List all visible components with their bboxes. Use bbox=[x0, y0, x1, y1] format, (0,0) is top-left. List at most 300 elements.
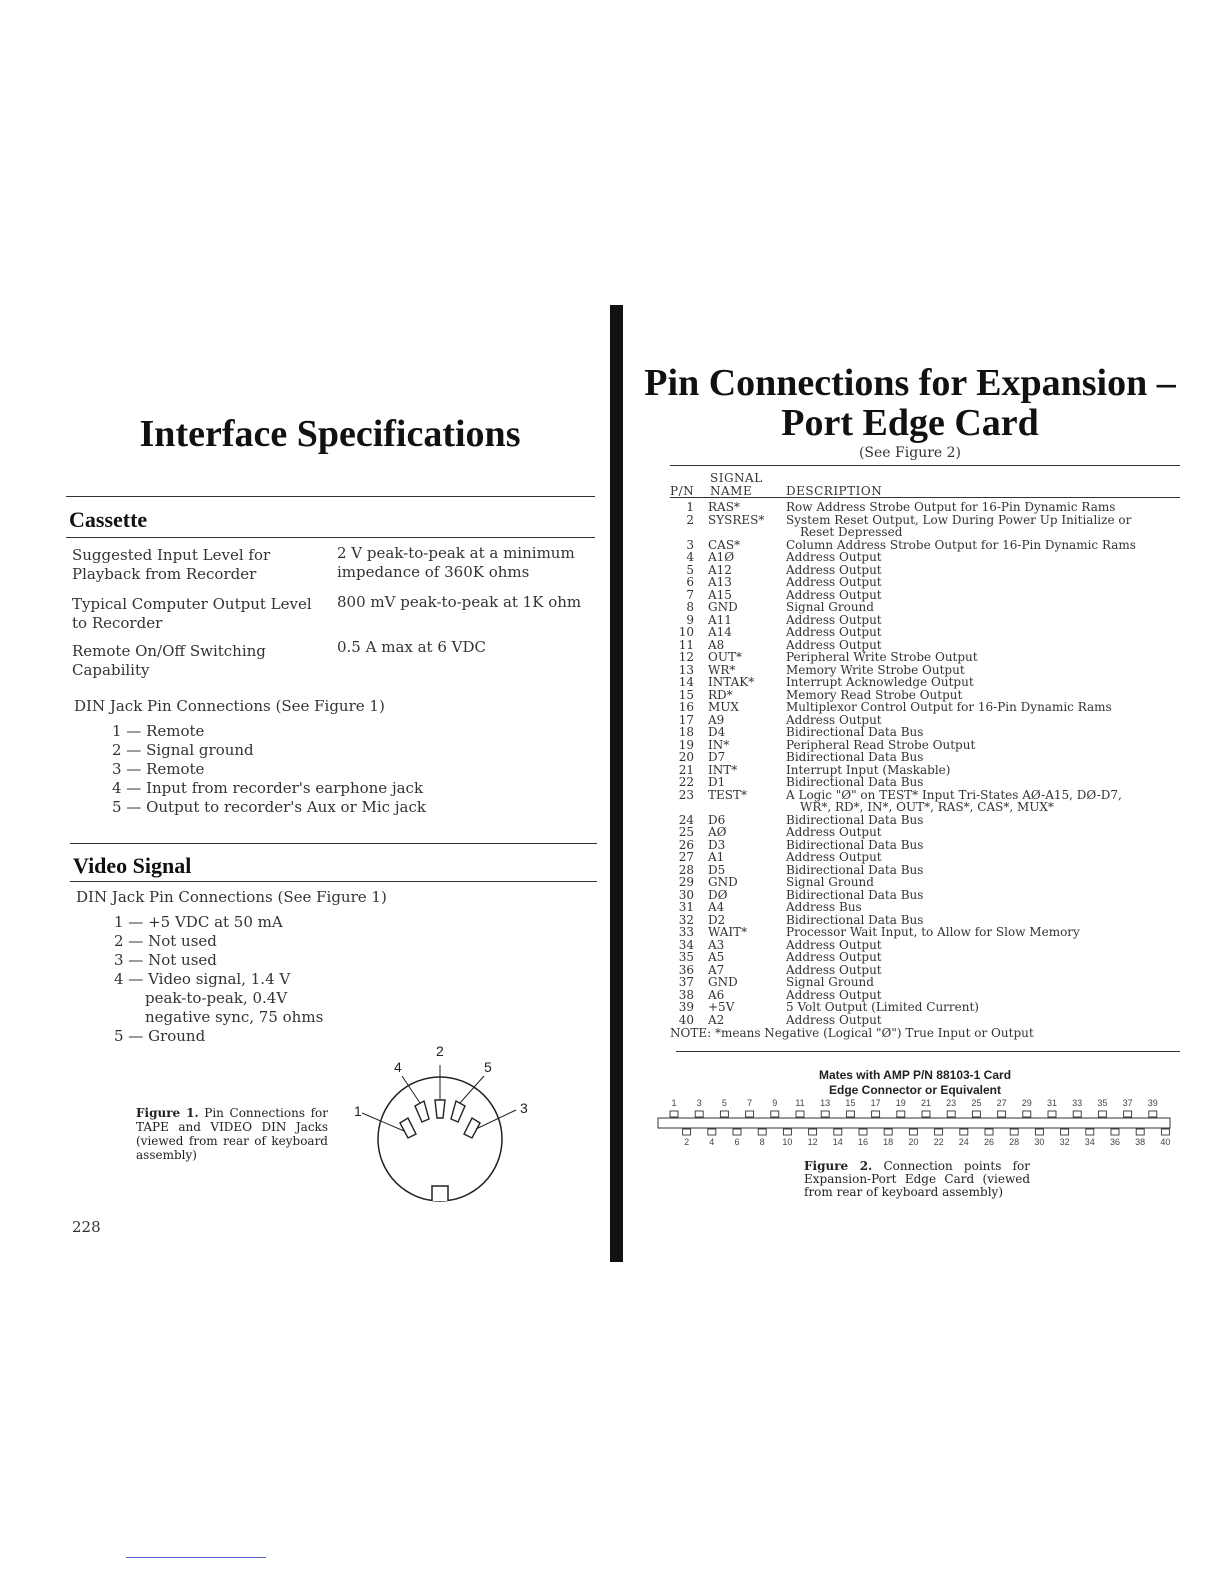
edge-pin-number-bottom: 40 bbox=[1160, 1137, 1171, 1147]
table-row-continuation bbox=[670, 801, 1180, 814]
signal-description: Bidirectional Data Bus bbox=[786, 775, 924, 789]
signal-description: Signal Ground bbox=[786, 600, 874, 614]
table-row bbox=[670, 1014, 1180, 1027]
pin-number: 8 bbox=[686, 600, 694, 614]
spec-label: Remote On/Off Switching Capability bbox=[72, 642, 266, 679]
table-row bbox=[670, 751, 1180, 764]
figure-label: Figure 1. bbox=[136, 1106, 199, 1120]
mates-with-note bbox=[780, 1068, 1050, 1098]
edge-connector-figure bbox=[654, 1098, 1174, 1150]
din-jack-heading: DIN Jack Pin Connections (See Figure 1) bbox=[76, 888, 387, 906]
table-row bbox=[670, 889, 1180, 902]
signal-name: A8 bbox=[708, 637, 725, 652]
spec-value: 0.5 A max at 6 VDC bbox=[337, 638, 487, 656]
edge-pin-number-bottom: 14 bbox=[832, 1137, 843, 1147]
divider bbox=[66, 496, 595, 497]
edge-pin-number-top: 29 bbox=[1021, 1098, 1032, 1108]
divider bbox=[66, 537, 595, 538]
signal-name: OUT* bbox=[708, 650, 742, 664]
divider bbox=[676, 1051, 1180, 1052]
edge-contact-top bbox=[771, 1111, 779, 1117]
table-row bbox=[670, 814, 1180, 827]
pin-number: 33 bbox=[678, 925, 694, 939]
signal-description: Address Output bbox=[786, 625, 882, 639]
book-spine bbox=[610, 305, 623, 1262]
bottom-rule bbox=[126, 1557, 266, 1558]
edge-pin-number-top: 15 bbox=[845, 1098, 856, 1108]
edge-pin-number-bottom: 36 bbox=[1109, 1137, 1120, 1147]
spec-label: Suggested Input Level for Playback from Recorder bbox=[72, 546, 271, 583]
edge-contact-top bbox=[695, 1111, 703, 1117]
signal-name: GND bbox=[708, 875, 738, 889]
signal-description: Address Bus bbox=[786, 900, 862, 914]
signal-description: Address Output bbox=[786, 987, 882, 1002]
pin-number: 13 bbox=[678, 662, 694, 677]
pin-number: 14 bbox=[678, 675, 694, 689]
pin-number: 17 bbox=[678, 712, 694, 727]
edge-contact-bottom bbox=[683, 1129, 691, 1135]
subtitle: (See Figure 2) bbox=[858, 445, 962, 461]
edge-contact-top bbox=[872, 1111, 880, 1117]
signal-description: Bidirectional Data Bus bbox=[786, 750, 924, 764]
table-row bbox=[670, 964, 1180, 977]
signal-description: Column Address Strobe Output for 16-Pin Dynamic Rams bbox=[786, 537, 1136, 552]
pin-number: 3 bbox=[686, 537, 694, 552]
edge-pin-number-top: 17 bbox=[870, 1098, 881, 1108]
table-row bbox=[670, 764, 1180, 777]
signal-description: Bidirectional Data Bus bbox=[786, 812, 924, 827]
table-row bbox=[670, 876, 1180, 889]
pin-number: 1 bbox=[686, 500, 694, 514]
list-item: 2 — Not used bbox=[114, 932, 217, 950]
pin-number: 20 bbox=[678, 750, 694, 764]
signal-name: A15 bbox=[708, 587, 732, 602]
table-row bbox=[670, 901, 1180, 914]
header-signal: NAME bbox=[710, 484, 753, 498]
title-line: Port Edge Card bbox=[781, 402, 1039, 444]
edge-contact-top bbox=[947, 1111, 955, 1117]
signal-description: Signal Ground bbox=[786, 875, 874, 889]
edge-pin-number-bottom: 16 bbox=[857, 1137, 868, 1147]
edge-pin-number-top: 21 bbox=[920, 1098, 931, 1108]
signal-name: SYSRES* bbox=[708, 512, 765, 527]
edge-pin-number-top: 13 bbox=[820, 1098, 831, 1108]
signal-name: A12 bbox=[708, 562, 732, 577]
pin-number: 27 bbox=[678, 850, 694, 864]
edge-pin-number-top: 37 bbox=[1122, 1098, 1133, 1108]
edge-pin-number-bottom: 8 bbox=[759, 1137, 765, 1147]
signal-name: INT* bbox=[708, 762, 738, 777]
pin-number: 34 bbox=[678, 937, 694, 952]
table-row bbox=[670, 651, 1180, 664]
list-item: 3 — Remote bbox=[112, 760, 205, 778]
signal-description: A Logic "Ø" on TEST* Input Tri-States AØ-A15, DØ-D7, bbox=[786, 787, 1122, 802]
edge-pin-number-bottom: 10 bbox=[782, 1137, 793, 1147]
edge-contact-bottom bbox=[783, 1129, 791, 1135]
video-pin-list bbox=[114, 913, 323, 1046]
table-row bbox=[670, 826, 1180, 839]
edge-contact-top bbox=[1073, 1111, 1081, 1117]
table-row bbox=[670, 589, 1180, 602]
signal-name: A1 bbox=[708, 850, 725, 864]
table-row bbox=[670, 514, 1180, 527]
pin-number: 35 bbox=[678, 950, 694, 964]
signal-name: AØ bbox=[708, 825, 727, 839]
table-body bbox=[670, 501, 1180, 1026]
table-row bbox=[670, 839, 1180, 852]
pin-number: 25 bbox=[678, 825, 694, 839]
list-item: peak-to-peak, 0.4V bbox=[145, 989, 288, 1007]
edge-pin-number-top: 5 bbox=[721, 1098, 727, 1108]
signal-description: Address Output bbox=[786, 1012, 882, 1027]
signal-description: Memory Read Strobe Output bbox=[786, 687, 963, 702]
signal-name: A1Ø bbox=[708, 550, 735, 564]
edge-contact-bottom bbox=[1086, 1129, 1094, 1135]
table-row bbox=[670, 701, 1180, 714]
header-description: DESCRIPTION bbox=[786, 484, 883, 498]
edge-contact-top bbox=[1149, 1111, 1157, 1117]
page-title-pin-connections bbox=[636, 363, 1184, 443]
pin-number: 21 bbox=[678, 762, 694, 777]
edge-contact-top bbox=[998, 1111, 1006, 1117]
signal-name: A6 bbox=[708, 987, 725, 1002]
pin-number: 40 bbox=[678, 1012, 694, 1027]
signal-description: Address Output bbox=[786, 587, 882, 602]
pin-number: 32 bbox=[678, 912, 694, 927]
signal-name: INTAK* bbox=[708, 675, 755, 689]
signal-description: Bidirectional Data Bus bbox=[786, 837, 924, 852]
edge-contact-top bbox=[1048, 1111, 1056, 1117]
signal-description-cont: WR*, RD*, IN*, OUT*, RAS*, CAS*, MUX* bbox=[800, 800, 1054, 814]
edge-pin-number-bottom: 32 bbox=[1059, 1137, 1070, 1147]
pin-number: 18 bbox=[678, 725, 694, 739]
edge-contact-bottom bbox=[1111, 1129, 1119, 1135]
pin-number: 6 bbox=[686, 575, 694, 589]
din-jack-figure bbox=[340, 1036, 540, 1216]
signal-description: 5 Volt Output (Limited Current) bbox=[786, 1000, 979, 1014]
edge-pin-number-top: 3 bbox=[696, 1098, 702, 1108]
signal-description: Signal Ground bbox=[786, 975, 874, 989]
edge-pin-number-top: 27 bbox=[996, 1098, 1007, 1108]
list-item: 3 — Not used bbox=[114, 951, 217, 969]
edge-contact-top bbox=[1124, 1111, 1132, 1117]
signal-description: Address Output bbox=[786, 950, 882, 964]
edge-pin-number-top: 25 bbox=[971, 1098, 982, 1108]
signal-name: A2 bbox=[708, 1012, 725, 1027]
signal-description: Memory Write Strobe Output bbox=[786, 662, 965, 677]
edge-contact-top bbox=[720, 1111, 728, 1117]
pin-label: 3 bbox=[520, 1100, 528, 1116]
edge-contact-bottom bbox=[834, 1129, 842, 1135]
signal-name: WR* bbox=[708, 662, 736, 677]
edge-contact-bottom bbox=[859, 1129, 867, 1135]
signal-name: A5 bbox=[708, 950, 725, 964]
edge-contact-top bbox=[796, 1111, 804, 1117]
caption-text: Connection points for Expansion-Port Edge Card (viewed from rear of keyboard assembly) bbox=[804, 1159, 1030, 1199]
edge-contact-bottom bbox=[985, 1129, 993, 1135]
spec-label: Typical Computer Output Level to Recorder bbox=[72, 595, 312, 632]
signal-name: DØ bbox=[708, 887, 728, 902]
signal-name: +5V bbox=[708, 1000, 735, 1014]
signal-description: Address Output bbox=[786, 637, 882, 652]
edge-contact-top bbox=[1098, 1111, 1106, 1117]
pin-number: 39 bbox=[678, 1000, 694, 1014]
edge-pin-number-top: 7 bbox=[747, 1098, 753, 1108]
signal-description: Peripheral Write Strobe Output bbox=[786, 650, 978, 664]
edge-contact-top bbox=[821, 1111, 829, 1117]
edge-pin-number-bottom: 22 bbox=[933, 1137, 944, 1147]
edge-pin-number-top: 31 bbox=[1046, 1098, 1057, 1108]
edge-contact-bottom bbox=[1035, 1129, 1043, 1135]
page-number: 228 bbox=[72, 1218, 101, 1236]
edge-contact-bottom bbox=[1010, 1129, 1018, 1135]
table-row bbox=[670, 576, 1180, 589]
signal-name: GND bbox=[708, 975, 738, 989]
pin-number: 4 bbox=[686, 550, 694, 564]
edge-pin-number-top: 19 bbox=[895, 1098, 906, 1108]
pin-number: 23 bbox=[678, 787, 694, 802]
signal-description: Processor Wait Input, to Allow for Slow Memory bbox=[786, 925, 1080, 939]
signal-description: Address Output bbox=[786, 562, 882, 577]
signal-name: D7 bbox=[708, 750, 726, 764]
signal-description: Interrupt Input (Maskable) bbox=[786, 762, 951, 777]
table-row bbox=[670, 739, 1180, 752]
video-signal-heading: Video Signal bbox=[73, 853, 192, 878]
edge-contact-bottom bbox=[884, 1129, 892, 1135]
pin-number: 16 bbox=[678, 700, 694, 714]
table-row bbox=[670, 726, 1180, 739]
table-row bbox=[670, 776, 1180, 789]
signal-name: A13 bbox=[708, 575, 732, 589]
signal-name: RAS* bbox=[708, 500, 740, 514]
edge-contact-bottom bbox=[809, 1129, 817, 1135]
signal-description: Address Output bbox=[786, 825, 882, 839]
edge-pin-number-top: 11 bbox=[795, 1098, 805, 1108]
pin-number: 24 bbox=[678, 812, 694, 827]
divider bbox=[670, 465, 1180, 466]
signal-name: A11 bbox=[708, 612, 732, 627]
table-row bbox=[670, 1001, 1180, 1014]
edge-pin-number-bottom: 28 bbox=[1009, 1137, 1020, 1147]
signal-description: System Reset Output, Low During Power Up Initialize or bbox=[786, 512, 1132, 527]
table-row bbox=[670, 864, 1180, 877]
table-row-continuation bbox=[670, 526, 1180, 539]
mates-line: Mates with AMP P/N 88103-1 Card bbox=[818, 1068, 1012, 1082]
edge-contact-bottom bbox=[733, 1129, 741, 1135]
signal-description: Peripheral Read Strobe Output bbox=[786, 737, 976, 752]
pin-number: 36 bbox=[678, 962, 694, 977]
edge-pin-number-bottom: 20 bbox=[908, 1137, 919, 1147]
signal-name: RD* bbox=[708, 687, 733, 702]
table-row bbox=[670, 551, 1180, 564]
edge-contact-bottom bbox=[758, 1129, 766, 1135]
edge-pin-number-bottom: 38 bbox=[1135, 1137, 1146, 1147]
edge-contact-bottom bbox=[1136, 1129, 1144, 1135]
list-item: 1 — +5 VDC at 50 mA bbox=[114, 913, 283, 931]
signal-name: WAIT* bbox=[708, 925, 748, 939]
signal-description: Address Output bbox=[786, 712, 882, 727]
edge-pin-number-bottom: 4 bbox=[709, 1137, 715, 1147]
spec-value: 2 V peak-to-peak at a minimum impedance of 360K ohms bbox=[337, 544, 575, 581]
cassette-heading: Cassette bbox=[69, 507, 148, 532]
table-row bbox=[670, 539, 1180, 552]
edge-contact-bottom bbox=[1161, 1129, 1169, 1135]
pin-number: 38 bbox=[678, 987, 694, 1002]
pin-number: 22 bbox=[678, 775, 694, 789]
table-row bbox=[670, 926, 1180, 939]
edge-pin-number-bottom: 18 bbox=[883, 1137, 894, 1147]
signal-name: A7 bbox=[708, 962, 725, 977]
pin-label: 5 bbox=[484, 1059, 492, 1075]
table-header bbox=[670, 471, 1180, 497]
table-row bbox=[670, 714, 1180, 727]
header-pn: P/N bbox=[670, 484, 695, 498]
signal-description: Bidirectional Data Bus bbox=[786, 887, 924, 902]
signal-name: D2 bbox=[708, 912, 726, 927]
signal-description: Address Output bbox=[786, 575, 882, 589]
table-row bbox=[670, 676, 1180, 689]
pin-number: 11 bbox=[678, 637, 694, 652]
pin-label: 1 bbox=[354, 1103, 362, 1119]
pin-number: 19 bbox=[678, 737, 694, 752]
edge-pin-number-bottom: 24 bbox=[958, 1137, 969, 1147]
edge-pin-number-bottom: 34 bbox=[1084, 1137, 1095, 1147]
edge-contact-bottom bbox=[1061, 1129, 1069, 1135]
signal-description: Multiplexor Control Output for 16-Pin Dynamic Rams bbox=[786, 700, 1112, 714]
pin-number: 15 bbox=[678, 687, 694, 702]
list-item: 4 — Input from recorder's earphone jack bbox=[112, 779, 424, 797]
signal-description: Bidirectional Data Bus bbox=[786, 862, 924, 877]
pin-number: 26 bbox=[678, 837, 694, 852]
edge-contact-top bbox=[670, 1111, 678, 1117]
signal-name: MUX bbox=[708, 700, 739, 714]
signal-description: Bidirectional Data Bus bbox=[786, 725, 924, 739]
list-item: 2 — Signal ground bbox=[112, 741, 254, 759]
edge-contact-top bbox=[1023, 1111, 1031, 1117]
signal-name: A4 bbox=[708, 900, 725, 914]
pin-number: 5 bbox=[686, 562, 694, 577]
signal-description: Row Address Strobe Output for 16-Pin Dynamic Rams bbox=[786, 500, 1116, 514]
edge-contact-top bbox=[846, 1111, 854, 1117]
signal-name: D5 bbox=[708, 862, 726, 877]
edge-pin-number-bottom: 12 bbox=[807, 1137, 818, 1147]
edge-contact-bottom bbox=[909, 1129, 917, 1135]
signal-description: Address Output bbox=[786, 612, 882, 627]
divider bbox=[70, 881, 597, 882]
edge-contact-top bbox=[972, 1111, 980, 1117]
spec-value: 800 mV peak-to-peak at 1K ohm bbox=[337, 593, 582, 611]
din-jack-heading: DIN Jack Pin Connections (See Figure 1) bbox=[74, 697, 385, 715]
list-item: 5 — Output to recorder's Aux or Mic jack bbox=[112, 798, 426, 816]
list-item: negative sync, 75 ohms bbox=[145, 1008, 324, 1026]
table-row bbox=[670, 501, 1180, 514]
signal-name: A14 bbox=[708, 625, 732, 639]
signal-name: D3 bbox=[708, 837, 726, 852]
signal-description: Address Output bbox=[786, 937, 882, 952]
signal-name: A9 bbox=[708, 712, 725, 727]
edge-contact-bottom bbox=[960, 1129, 968, 1135]
pin-number: 30 bbox=[678, 887, 694, 902]
signal-description: Address Output bbox=[786, 550, 882, 564]
figure-label: Figure 2. bbox=[804, 1159, 873, 1173]
signal-name: A3 bbox=[708, 937, 725, 952]
pin-number: 28 bbox=[678, 862, 694, 877]
divider bbox=[70, 843, 597, 844]
edge-pin-number-bottom: 30 bbox=[1034, 1137, 1045, 1147]
list-item: 5 — Ground bbox=[114, 1027, 206, 1045]
cassette-pin-list bbox=[112, 722, 426, 817]
table-row bbox=[670, 601, 1180, 614]
header-signal-top: SIGNAL bbox=[710, 471, 763, 485]
pin-label: 2 bbox=[436, 1043, 444, 1059]
list-item: 1 — Remote bbox=[112, 722, 205, 740]
list-item: 4 — Video signal, 1.4 V bbox=[114, 970, 291, 988]
signal-description: Interrupt Acknowledge Output bbox=[786, 675, 974, 689]
page-title-interface-specifications: Interface Specifications bbox=[139, 413, 521, 455]
edge-contact-top bbox=[922, 1111, 930, 1117]
edge-contact-top bbox=[897, 1111, 905, 1117]
signal-name: D6 bbox=[708, 812, 726, 827]
figure-2-caption bbox=[804, 1160, 1030, 1199]
signal-name: D1 bbox=[708, 775, 726, 789]
edge-pin-number-top: 33 bbox=[1072, 1098, 1083, 1108]
edge-pin-number-top: 35 bbox=[1097, 1098, 1108, 1108]
signal-name: IN* bbox=[708, 737, 730, 752]
pin-table bbox=[670, 471, 1180, 1040]
edge-pin-number-top: 1 bbox=[671, 1098, 677, 1108]
signal-description: Address Output bbox=[786, 850, 882, 864]
edge-contact-bottom bbox=[708, 1129, 716, 1135]
signal-name: TEST* bbox=[708, 787, 747, 802]
signal-name: D4 bbox=[708, 725, 726, 739]
pin-number: 31 bbox=[678, 900, 694, 914]
pin-number: 7 bbox=[686, 587, 694, 602]
edge-pin-number-bottom: 26 bbox=[983, 1137, 994, 1147]
signal-name: CAS* bbox=[708, 537, 741, 552]
pin-number: 10 bbox=[678, 625, 694, 639]
title-line: Pin Connections for Expansion – bbox=[644, 362, 1176, 404]
pin-number: 29 bbox=[678, 875, 694, 889]
edge-contact-bottom bbox=[935, 1129, 943, 1135]
signal-name: GND bbox=[708, 600, 738, 614]
edge-contact-top bbox=[746, 1111, 754, 1117]
table-row bbox=[670, 564, 1180, 577]
pin-number: 2 bbox=[686, 512, 694, 527]
table-row bbox=[670, 851, 1180, 864]
signal-description: Address Output bbox=[786, 962, 882, 977]
edge-pin-number-top: 23 bbox=[946, 1098, 957, 1108]
pin-number: 12 bbox=[678, 650, 694, 664]
edge-pin-number-top: 9 bbox=[772, 1098, 778, 1108]
edge-pin-number-top: 39 bbox=[1147, 1098, 1158, 1108]
signal-description: Bidirectional Data Bus bbox=[786, 912, 924, 927]
table-row bbox=[670, 939, 1180, 952]
table-row bbox=[670, 976, 1180, 989]
signal-description-cont: Reset Depressed bbox=[800, 525, 903, 539]
edge-pin-number-bottom: 2 bbox=[684, 1137, 690, 1147]
table-note: NOTE: *means Negative (Logical "Ø") True Input or Output bbox=[670, 1026, 1034, 1040]
caption-text: Pin Connections for TAPE and VIDEO DIN Jacks (viewed from rear of keyboard assembly) bbox=[136, 1106, 328, 1162]
pin-number: 37 bbox=[678, 975, 694, 989]
pin-label: 4 bbox=[394, 1059, 402, 1075]
mates-line: Edge Connector or Equivalent bbox=[828, 1083, 1002, 1097]
edge-card-outline bbox=[658, 1118, 1170, 1128]
edge-pin-number-bottom: 6 bbox=[734, 1137, 740, 1147]
table-row bbox=[670, 614, 1180, 627]
figure-1-caption bbox=[136, 1106, 328, 1162]
table-row bbox=[670, 951, 1180, 964]
pin-number: 9 bbox=[686, 612, 694, 627]
